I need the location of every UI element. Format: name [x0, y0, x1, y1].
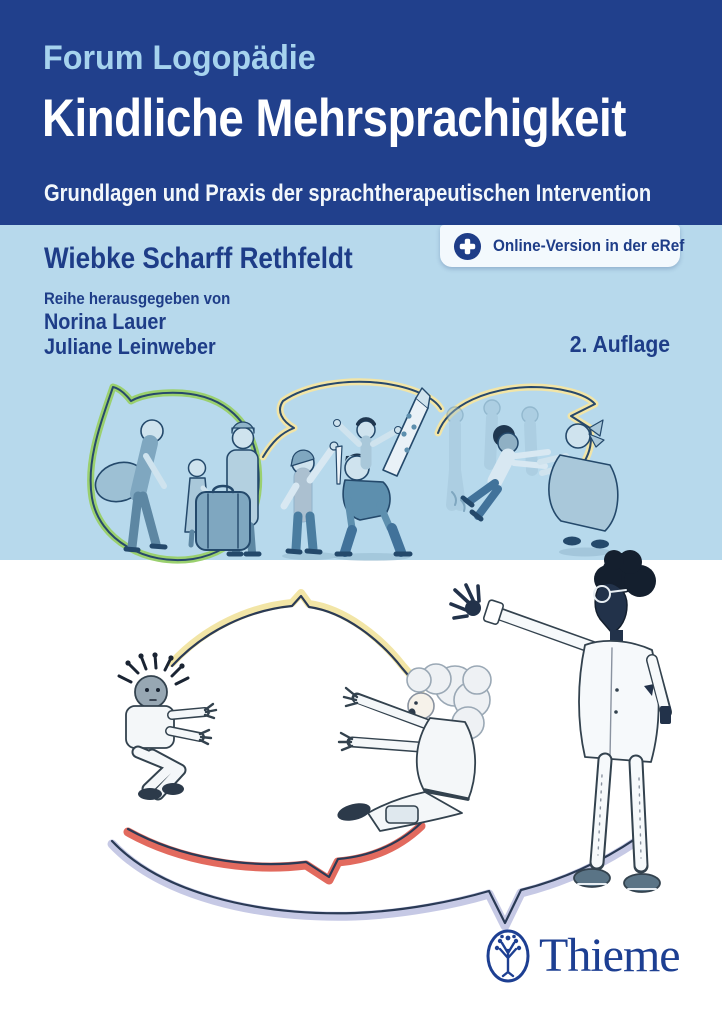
thieme-tree-logo	[485, 928, 531, 984]
eref-badge-label: Online-Version in der eRef	[493, 236, 685, 255]
editor-name-1: Norina Lauer	[44, 309, 167, 334]
plus-icon	[453, 232, 482, 261]
publisher-logo	[485, 928, 680, 984]
eref-badge	[440, 225, 685, 267]
series-title: Forum Logopädie	[43, 39, 316, 77]
book-title: Kindliche Mehrsprachigkeit	[42, 89, 627, 148]
editors-label: Reihe herausgegeben von	[44, 289, 231, 308]
edition-label: 2. Auflage	[569, 331, 670, 357]
author-name: Wiebke Scharff Rethfeldt	[44, 242, 353, 275]
editor-name-2: Juliane Leinweber	[44, 334, 216, 359]
book-subtitle: Grundlagen und Praxis der sprachtherapeutischen Intervention	[44, 180, 652, 207]
publisher-name: Thieme	[539, 929, 680, 982]
